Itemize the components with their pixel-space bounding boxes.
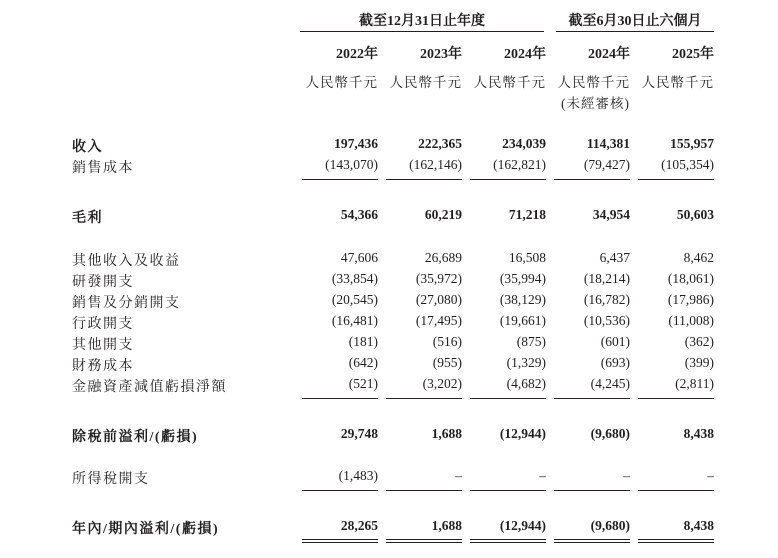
row-label-net-profit: 年內/期內溢利/(虧損) <box>72 522 220 537</box>
cell-impairment-losses-2022: (521) <box>348 376 378 391</box>
cell-finance-costs-2023: (955) <box>432 355 462 370</box>
cell-selling-expenses-2024: (38,129) <box>499 292 546 307</box>
cell-finance-costs-2024h1: (693) <box>600 355 630 370</box>
cell-income-tax-2025h1: – <box>707 468 714 483</box>
unit-2024-interim: 人民幣千元 <box>557 75 630 90</box>
cell-revenue-2024: 234,039 <box>502 136 546 151</box>
cell-other-expenses-2024h1: (601) <box>600 334 630 349</box>
cell-cost-of-sales-2022: (143,070) <box>325 157 378 172</box>
cell-impairment-losses-2024h1: (4,245) <box>590 376 630 391</box>
subtotal-line <box>386 179 462 180</box>
subtotal-line <box>302 490 378 491</box>
row-label-admin-expenses: 行政開支 <box>72 317 134 332</box>
row-label-cost-of-sales: 銷售成本 <box>72 161 134 176</box>
cell-rd-expenses-2022: (33,854) <box>331 271 378 286</box>
subtotal-line <box>554 490 630 491</box>
cell-other-income-2024: 16,508 <box>508 250 546 265</box>
cell-impairment-losses-2024: (4,682) <box>506 376 546 391</box>
cell-gross-profit-2023: 60,219 <box>424 207 462 222</box>
row-label-income-tax: 所得稅開支 <box>72 472 150 487</box>
subtotal-line <box>554 179 630 180</box>
cell-income-tax-2024h1: – <box>623 468 630 483</box>
total-double-line <box>554 539 630 543</box>
cell-admin-expenses-2025h1: (11,008) <box>668 313 714 328</box>
cell-finance-costs-2024: (1,329) <box>506 355 546 370</box>
row-label-finance-costs: 財務成本 <box>72 359 134 374</box>
cell-rd-expenses-2024: (35,994) <box>499 271 546 286</box>
year-2024-interim: 2024年 <box>588 47 630 62</box>
year-2023: 2023年 <box>420 47 462 62</box>
subtotal-line <box>386 398 462 399</box>
cell-other-income-2023: 26,689 <box>424 250 462 265</box>
cell-other-expenses-2022: (181) <box>348 334 378 349</box>
total-double-line <box>638 539 714 543</box>
cell-admin-expenses-2023: (17,495) <box>415 313 462 328</box>
annual-header-underline <box>300 31 544 32</box>
unit-2025-interim: 人民幣千元 <box>641 75 714 90</box>
row-label-impairment-losses: 金融資產減值虧損淨額 <box>72 380 227 395</box>
cell-selling-expenses-2025h1: (17,986) <box>667 292 714 307</box>
cell-cost-of-sales-2025h1: (105,354) <box>661 157 714 172</box>
row-label-other-income: 其他收入及收益 <box>72 254 181 269</box>
subtotal-line <box>470 179 546 180</box>
cell-gross-profit-2024h1: 34,954 <box>592 207 630 222</box>
row-label-profit-before-tax: 除稅前溢利/(虧損) <box>72 430 199 445</box>
row-label-selling-expenses: 銷售及分銷開支 <box>72 296 181 311</box>
cell-net-profit-2024h1: (9,680) <box>590 518 630 533</box>
cell-revenue-2023: 222,365 <box>418 136 462 151</box>
cell-income-tax-2023: – <box>455 468 462 483</box>
cell-revenue-2024h1: 114,381 <box>586 136 630 151</box>
cell-profit-before-tax-2024h1: (9,680) <box>590 426 630 441</box>
cell-revenue-2025h1: 155,957 <box>670 136 714 151</box>
subtotal-line <box>638 398 714 399</box>
annual-period-header: 截至12月31日止年度 <box>359 14 485 29</box>
cell-net-profit-2023: 1,688 <box>431 518 462 533</box>
cell-other-expenses-2023: (516) <box>432 334 462 349</box>
unit-2023: 人民幣千元 <box>389 75 462 90</box>
cell-selling-expenses-2024h1: (16,782) <box>583 292 630 307</box>
total-double-line <box>470 539 546 543</box>
cell-finance-costs-2025h1: (399) <box>684 355 714 370</box>
cell-gross-profit-2025h1: 50,603 <box>676 207 714 222</box>
interim-header-underline <box>556 31 714 32</box>
cell-income-tax-2024: – <box>539 468 546 483</box>
cell-selling-expenses-2022: (20,545) <box>331 292 378 307</box>
year-2025-interim: 2025年 <box>672 47 714 62</box>
cell-rd-expenses-2024h1: (18,214) <box>583 271 630 286</box>
unit-2024: 人民幣千元 <box>473 75 546 90</box>
cell-selling-expenses-2023: (27,080) <box>415 292 462 307</box>
subtotal-line <box>302 179 378 180</box>
row-label-revenue: 收入 <box>72 140 103 155</box>
cell-income-tax-2022: (1,483) <box>338 468 378 483</box>
cell-other-income-2024h1: 6,437 <box>599 250 630 265</box>
total-double-line <box>302 539 378 543</box>
subtotal-line <box>470 490 546 491</box>
subtotal-line <box>470 398 546 399</box>
subtotal-line <box>386 490 462 491</box>
cell-profit-before-tax-2022: 29,748 <box>340 426 378 441</box>
cell-admin-expenses-2024h1: (10,536) <box>583 313 630 328</box>
cell-net-profit-2025h1: 8,438 <box>683 518 714 533</box>
row-label-rd-expenses: 研發開支 <box>72 275 134 290</box>
cell-cost-of-sales-2023: (162,146) <box>409 157 462 172</box>
subtotal-line <box>638 490 714 491</box>
cell-finance-costs-2022: (642) <box>348 355 378 370</box>
total-double-line <box>386 539 462 543</box>
cell-rd-expenses-2023: (35,972) <box>415 271 462 286</box>
unaudited-note: (未經審核) <box>561 96 630 111</box>
subtotal-line <box>638 179 714 180</box>
interim-period-header: 截至6月30日止六個月 <box>568 14 702 29</box>
cell-other-income-2025h1: 8,462 <box>683 250 714 265</box>
cell-impairment-losses-2023: (3,202) <box>422 376 462 391</box>
subtotal-line <box>554 398 630 399</box>
cell-other-income-2022: 47,606 <box>340 250 378 265</box>
subtotal-line <box>302 398 378 399</box>
cell-impairment-losses-2025h1: (2,811) <box>675 376 714 391</box>
row-label-other-expenses: 其他開支 <box>72 338 134 353</box>
row-label-gross-profit: 毛利 <box>72 211 103 226</box>
cell-other-expenses-2025h1: (362) <box>684 334 714 349</box>
cell-admin-expenses-2024: (19,661) <box>499 313 546 328</box>
cell-profit-before-tax-2023: 1,688 <box>431 426 462 441</box>
cell-revenue-2022: 197,436 <box>334 136 378 151</box>
cell-cost-of-sales-2024: (162,821) <box>493 157 546 172</box>
cell-net-profit-2022: 28,265 <box>340 518 378 533</box>
cell-profit-before-tax-2025h1: 8,438 <box>683 426 714 441</box>
cell-gross-profit-2024: 71,218 <box>508 207 546 222</box>
year-2024: 2024年 <box>504 47 546 62</box>
cell-net-profit-2024: (12,944) <box>499 518 546 533</box>
cell-other-expenses-2024: (875) <box>516 334 546 349</box>
cell-admin-expenses-2022: (16,481) <box>331 313 378 328</box>
unit-2022: 人民幣千元 <box>305 75 378 90</box>
cell-profit-before-tax-2024: (12,944) <box>499 426 546 441</box>
year-2022: 2022年 <box>336 47 378 62</box>
cell-cost-of-sales-2024h1: (79,427) <box>583 157 630 172</box>
cell-rd-expenses-2025h1: (18,061) <box>667 271 714 286</box>
cell-gross-profit-2022: 54,366 <box>340 207 378 222</box>
